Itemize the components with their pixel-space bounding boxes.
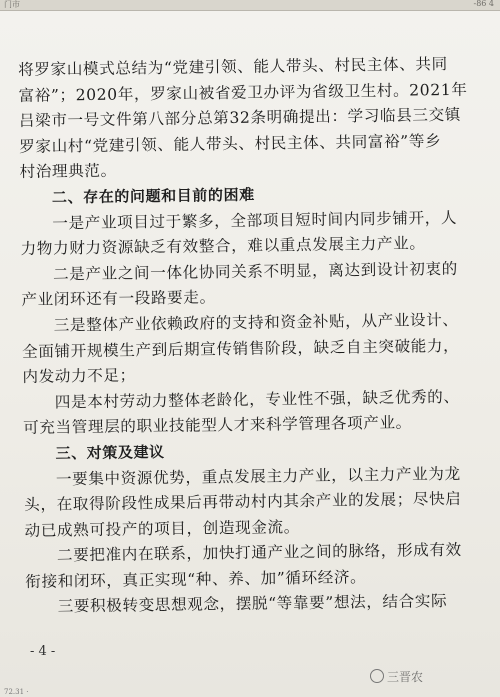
text-line: 吕梁市一号文件第八部分总第32条明确提出：学习临县三交镇 — [18, 106, 462, 131]
text-line: 产业闭环还有一段路要走。 — [21, 288, 216, 310]
section-heading-problems: 二、存在的问题和目前的困难 — [51, 185, 255, 207]
text-line: 罗家山村“党建引领、能人带头、村民主体、共同富裕”等乡 — [19, 131, 442, 156]
text-line: 二要把准内在联系，加快打通产业之间的脉络，形成有效 — [56, 541, 462, 565]
text-line: 三是整体产业依赖政府的支持和资金补贴，从产业设计、 — [53, 310, 459, 335]
corner-text: 72.31 · — [4, 688, 29, 696]
text-line: 全面铺开规模生产到后期宣传销售阶段，缺乏自主突破能力， — [21, 336, 460, 361]
text-line: 二是产业之间一体化协同关系不明显，离达到设计初衷的 — [52, 259, 458, 284]
text-line: 四是本村劳动力整体老龄化，专业性不强，缺乏优秀的、 — [54, 387, 460, 412]
text-line: 村治理典范。 — [19, 162, 117, 182]
text-line: 将罗家山模式总结为“党建引领、能人带头、村民主体、共同 — [18, 55, 448, 79]
watermark-text: 三晋农 — [387, 670, 424, 684]
header-right-fragment: -86 4 — [473, 0, 494, 8]
page-number: - 4 - — [30, 644, 56, 659]
text-line: 一要集中资源优势，重点发展主力产业，以主力产业为龙 — [55, 464, 461, 489]
text-line: 可充当管理层的职业技能型人才来科学管理各项产业。 — [23, 413, 412, 438]
header-left-fragment: 门市 — [4, 0, 20, 9]
text-line: 三要积极转变思想观念，摆脱“等靠要”想法，结合实际 — [57, 592, 448, 616]
text-line: 内发动力不足； — [22, 366, 136, 387]
text-line: 一是产业项目过于繁多，全部项目短时间内同步铺开，人 — [52, 208, 458, 233]
top-edge-strip — [0, 0, 500, 11]
text-line: 力物力财力资源缺乏有效整合，难以重点发展主力产业。 — [20, 234, 426, 259]
text-line: 头，在取得阶段性成果后再带动村内其余产业的发展；尽快启 — [24, 489, 462, 515]
section-heading-measures: 三、对策及建议 — [55, 442, 165, 463]
watermark — [370, 668, 423, 685]
text-line: 动已成熟可投产的项目，创造现金流。 — [24, 517, 300, 540]
text-line: 衔接和闭环，真正实现“种、养、加”循环经济。 — [25, 568, 367, 591]
body-text — [18, 51, 496, 621]
text-line: 富裕”；2020年，罗家山被省爱卫办评为省级卫生村。2021年 — [18, 80, 468, 105]
wechat-icon — [370, 669, 384, 683]
